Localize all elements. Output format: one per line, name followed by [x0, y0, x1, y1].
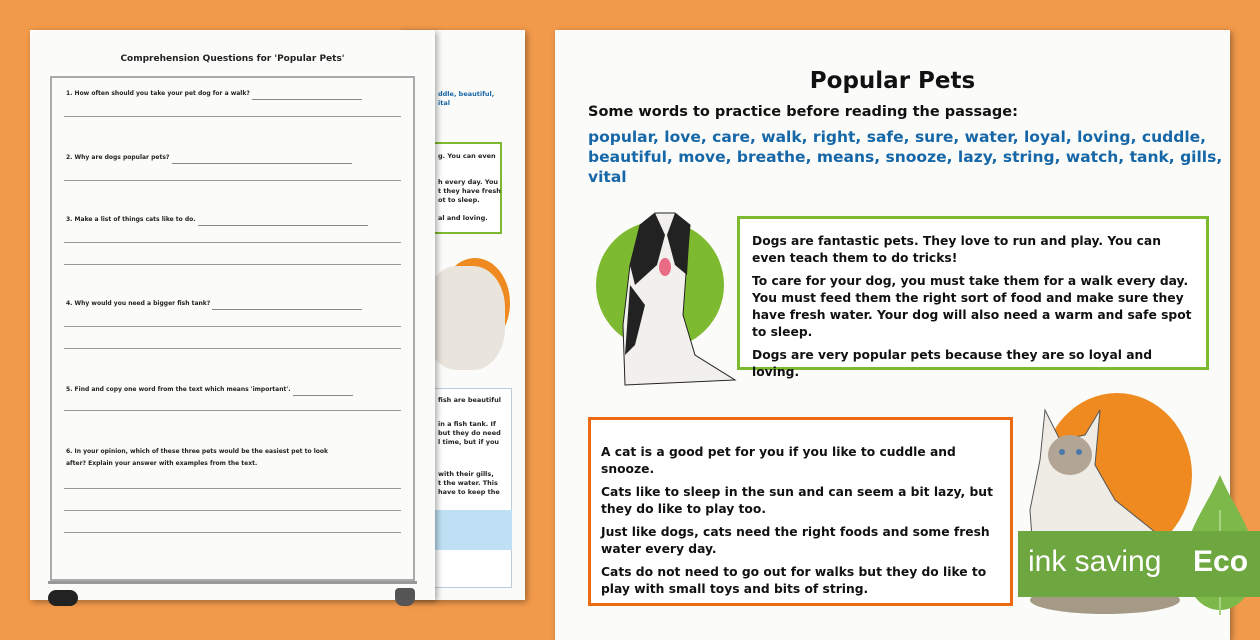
fragment: ital [438, 99, 450, 107]
fragment: l time, but if you [438, 438, 500, 446]
fragment: g. You can even [438, 152, 496, 160]
tree-logo [395, 588, 415, 606]
fragment: ot to sleep. [438, 196, 480, 204]
fragment: ddle, beautiful, [438, 90, 495, 98]
fragment: fish are beautiful [438, 396, 501, 404]
fragment: t they have fresh [438, 187, 501, 195]
fragment: h every day. You [438, 178, 499, 186]
ink-saving-badge [1018, 531, 1260, 597]
question-1: 1. How often should you take your pet dog for a walk? [66, 88, 401, 100]
worksheet-title: Comprehension Questions for 'Popular Pets' [120, 54, 345, 64]
fragment: t the water. This [438, 479, 498, 487]
eco-label: Eco [1193, 545, 1249, 578]
reading-title: Popular Pets [809, 68, 976, 94]
vocab-list: popular, love, care, walk, right, safe, sure, water, loyal, loving, cuddle, beautiful, move, breathe, means, snooze, lazy, string, watch, tank, gills, vital [588, 128, 1223, 186]
fragment: with their gills, [438, 470, 494, 478]
brand-logo [48, 590, 78, 606]
questions-box [50, 76, 415, 581]
question-4: 4. Why would you need a bigger fish tank? [66, 298, 401, 310]
comprehension-worksheet [30, 30, 435, 600]
fragment: al and loving. [438, 214, 488, 222]
question-5: 5. Find and copy one word from the text which means 'important'. [66, 384, 401, 396]
question-3: 3. Make a list of things cats like to do. [66, 214, 401, 226]
vocab-intro: Some words to practice before reading the passage: [588, 104, 1018, 120]
fragment: in a fish tank. If [438, 420, 496, 428]
fragment: have to keep the [438, 488, 500, 496]
cat-text-box: A cat is a good pet for you if you like to cuddle and snooze. Cats like to sleep in the sun and can seem a bit lazy, but they do like to play too. Just like dogs, cats need the right foods and some fresh water every day. Cats do not need to go out for walks but they do like to play with small toys and bits of string. [588, 417, 1013, 606]
dog-illustration [595, 205, 745, 395]
question-6: 6. In your opinion, which of these three pets would be the easiest pet to look after? Explain your answer with examples from the text. [66, 448, 328, 467]
fragment: but they do need [438, 429, 501, 437]
ink-saving-label: ink saving [1028, 545, 1162, 578]
question-2: 2. Why are dogs popular pets? [66, 152, 401, 164]
dog-text-box: Dogs are fantastic pets. They love to run and play. You can even teach them to do tricks! To care for your dog, you must take them for a walk every day. You must feed them the right sort of food and make sure they have fresh water. Your dog will also need a warm and safe spot to sleep. Dogs are very popular pets because they are so loyal and loving. [737, 216, 1209, 370]
